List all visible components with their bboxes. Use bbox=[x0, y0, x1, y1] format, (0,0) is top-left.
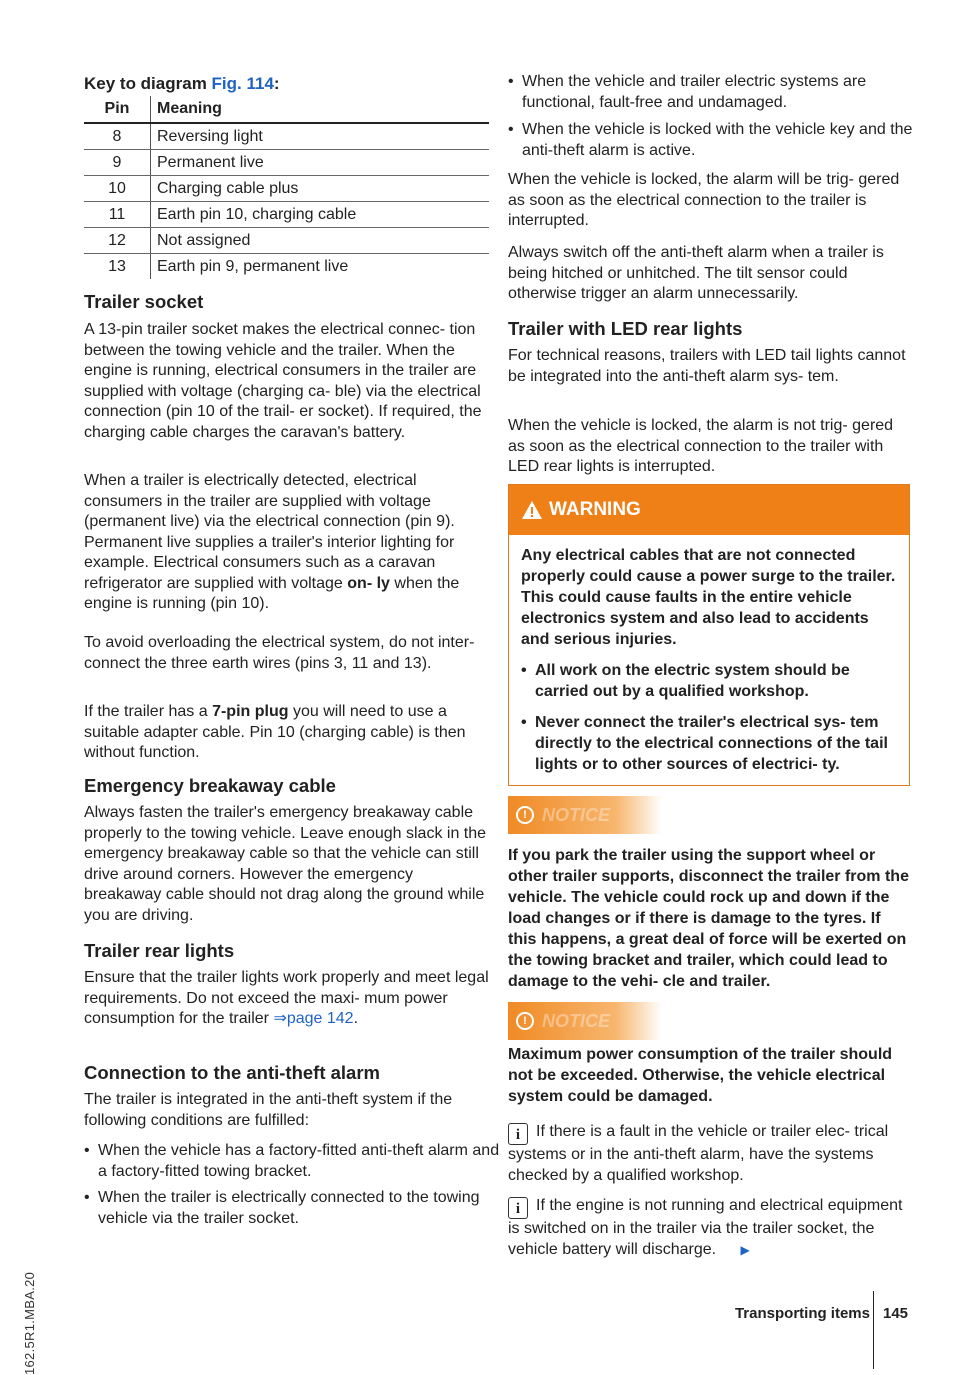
table-row: 13 Earth pin 9, permanent live bbox=[84, 254, 489, 280]
list-item: • When the trailer is electrically connected to the towing vehicle via the trailer socket. bbox=[84, 1188, 503, 1229]
notice-bar: ! NOTICE bbox=[508, 796, 662, 834]
footer-section-title: Transporting items bbox=[734, 1305, 870, 1322]
notice-text: Maximum power consumption of the trailer should not be exceeded. Otherwise, the vehicle electrical system could be damaged. bbox=[508, 1046, 893, 1105]
list-item: • When the vehicle and trailer electric systems are functional, fault-free and undamaged. bbox=[508, 72, 927, 113]
pin-table bbox=[84, 96, 489, 279]
led-p1: For technical reasons, trailers with LED tail lights cannot be integrated into the anti-theft alarm sys- tem. bbox=[508, 347, 906, 385]
pin-header: Pin bbox=[104, 100, 130, 117]
warning-body bbox=[509, 535, 909, 785]
footer-divider bbox=[873, 1291, 874, 1369]
anti-theft-p1: The trailer is integrated in the anti-theft system if the following conditions are fulfilled: bbox=[84, 1091, 453, 1129]
trailer-socket-p2: When a trailer is electrically detected, electrical consumers in the trailer are supplied with voltage (permanent live) via the electrical connection (pin 9). Permanent live supplies a trailer's interior lighting for example. Electrical consumers such as a caravan refrigerator are supplied with voltage on- ly when the engine is running (pin 10). bbox=[84, 472, 460, 612]
list-item: • Never connect the trailer's electrical sys- tem directly to the electrical connections of the tail lights or to other sources of electrici- ty. bbox=[521, 712, 899, 775]
section-heading-rear-lights: Trailer rear lights bbox=[84, 940, 235, 961]
table-row: 11 Earth pin 10, charging cable bbox=[84, 202, 489, 228]
figure-link[interactable]: Fig. 114 bbox=[211, 74, 274, 93]
table-row: 9 Permanent live bbox=[84, 150, 489, 176]
trailer-socket-p1: A 13-pin trailer socket makes the electrical connec- tion between the towing vehicle and the trailer. When the engine is running, electrical consumers in the trailer are supplied with voltage (charging ca- ble) via the electrical connection (pin 10 of the trail- er socket). If required, the charging cable charges the caravan's battery. bbox=[84, 321, 482, 441]
info-icon bbox=[508, 1123, 528, 1145]
warning-box bbox=[508, 484, 910, 786]
list-item: • When the vehicle has a factory-fitted anti-theft alarm and a factory-fitted towing bracket. bbox=[84, 1141, 503, 1182]
info-note: iIf the engine is not running and electrical equipment is switched on in the trailer via the trailer socket, the vehicle battery will discharge. ▶ bbox=[508, 1196, 913, 1260]
info-note: iIf there is a fault in the vehicle or trailer elec- trical systems or in the anti-theft alarm, have the systems checked by a qualified workshop. bbox=[508, 1122, 913, 1186]
anti-theft-p3: Always switch off the anti-theft alarm when a trailer is being hitched or unhitched. The tilt sensor could otherwise trigger an alarm unnecessarily. bbox=[508, 244, 884, 302]
rear-lights-p1: Ensure that the trailer lights work properly and meet legal requirements. Do not exceed the maxi- mum power consumption for the trailer ⇒page 142. bbox=[84, 969, 489, 1027]
notice-bar: ! NOTICE bbox=[508, 1002, 662, 1040]
section-heading-breakaway: Emergency breakaway cable bbox=[84, 775, 336, 796]
document-code: 162.5R1.MBA.20 bbox=[22, 1271, 37, 1375]
warning-triangle-icon bbox=[521, 500, 543, 520]
page-link[interactable]: ⇒page 142 bbox=[273, 1010, 354, 1027]
warning-title: WARNING bbox=[549, 499, 641, 520]
led-p2: When the vehicle is locked, the alarm is not trig- gered as soon as the electrical connection to the trailer with LED rear lights is interrupted. bbox=[508, 417, 894, 475]
section-heading-led: Trailer with LED rear lights bbox=[508, 318, 743, 339]
list-item: • When the vehicle is locked with the vehicle key and the anti-theft alarm is active. bbox=[508, 120, 927, 161]
table-row: 12 Not assigned bbox=[84, 228, 489, 254]
page-number: 145 bbox=[883, 1305, 909, 1322]
table-row: 10 Charging cable plus bbox=[84, 176, 489, 202]
table-row: 8 Reversing light bbox=[84, 123, 489, 150]
anti-theft-p2: When the vehicle is locked, the alarm will be trig- gered as soon as the electrical connection to the trailer is interrupted. bbox=[508, 171, 900, 229]
notice-icon: ! bbox=[516, 1012, 534, 1030]
section-heading-trailer-socket: Trailer socket bbox=[84, 291, 204, 312]
warning-text: Any electrical cables that are not connected properly could cause a power surge to the trailer. This could cause faults in the entire vehicle electronics system and also lead to accidents and serious injuries. bbox=[521, 547, 896, 648]
trailer-socket-p3: To avoid overloading the electrical system, do not inter-connect the three earth wires (pins 3, 11 and 13). bbox=[84, 634, 475, 672]
key-title: Key to diagram Fig. 114: bbox=[84, 74, 280, 93]
trailer-socket-p4: If the trailer has a 7-pin plug you will need to use a suitable adapter cable. Pin 10 (charging cable) is then without function. bbox=[84, 703, 466, 761]
notice-text: If you park the trailer using the support wheel or other trailer supports, disconnect the trailer from the vehicle. The vehicle could rock up and down if the load changes or if there is damage to the tyres. If this happens, a great deal of force will be exerted on the towing bracket and trailer, which could lead to damage to the vehi- cle and trailer. bbox=[508, 847, 909, 990]
continue-arrow-icon: ▶ bbox=[740, 1242, 750, 1257]
notice-icon: ! bbox=[516, 806, 534, 824]
meaning-header: Meaning bbox=[151, 96, 490, 123]
breakaway-p1: Always fasten the trailer's emergency breakaway cable properly to the towing vehicle. Leave enough slack in the emergency breakaway cable so that the vehicle can still drive around corners. However the emergency breakaway cable should not drag along the ground while you are driving. bbox=[84, 804, 487, 924]
info-icon bbox=[508, 1197, 528, 1219]
list-item: • All work on the electric system should be carried out by a qualified workshop. bbox=[521, 660, 899, 702]
warning-header bbox=[509, 485, 909, 535]
section-heading-anti-theft: Connection to the anti-theft alarm bbox=[84, 1062, 380, 1083]
